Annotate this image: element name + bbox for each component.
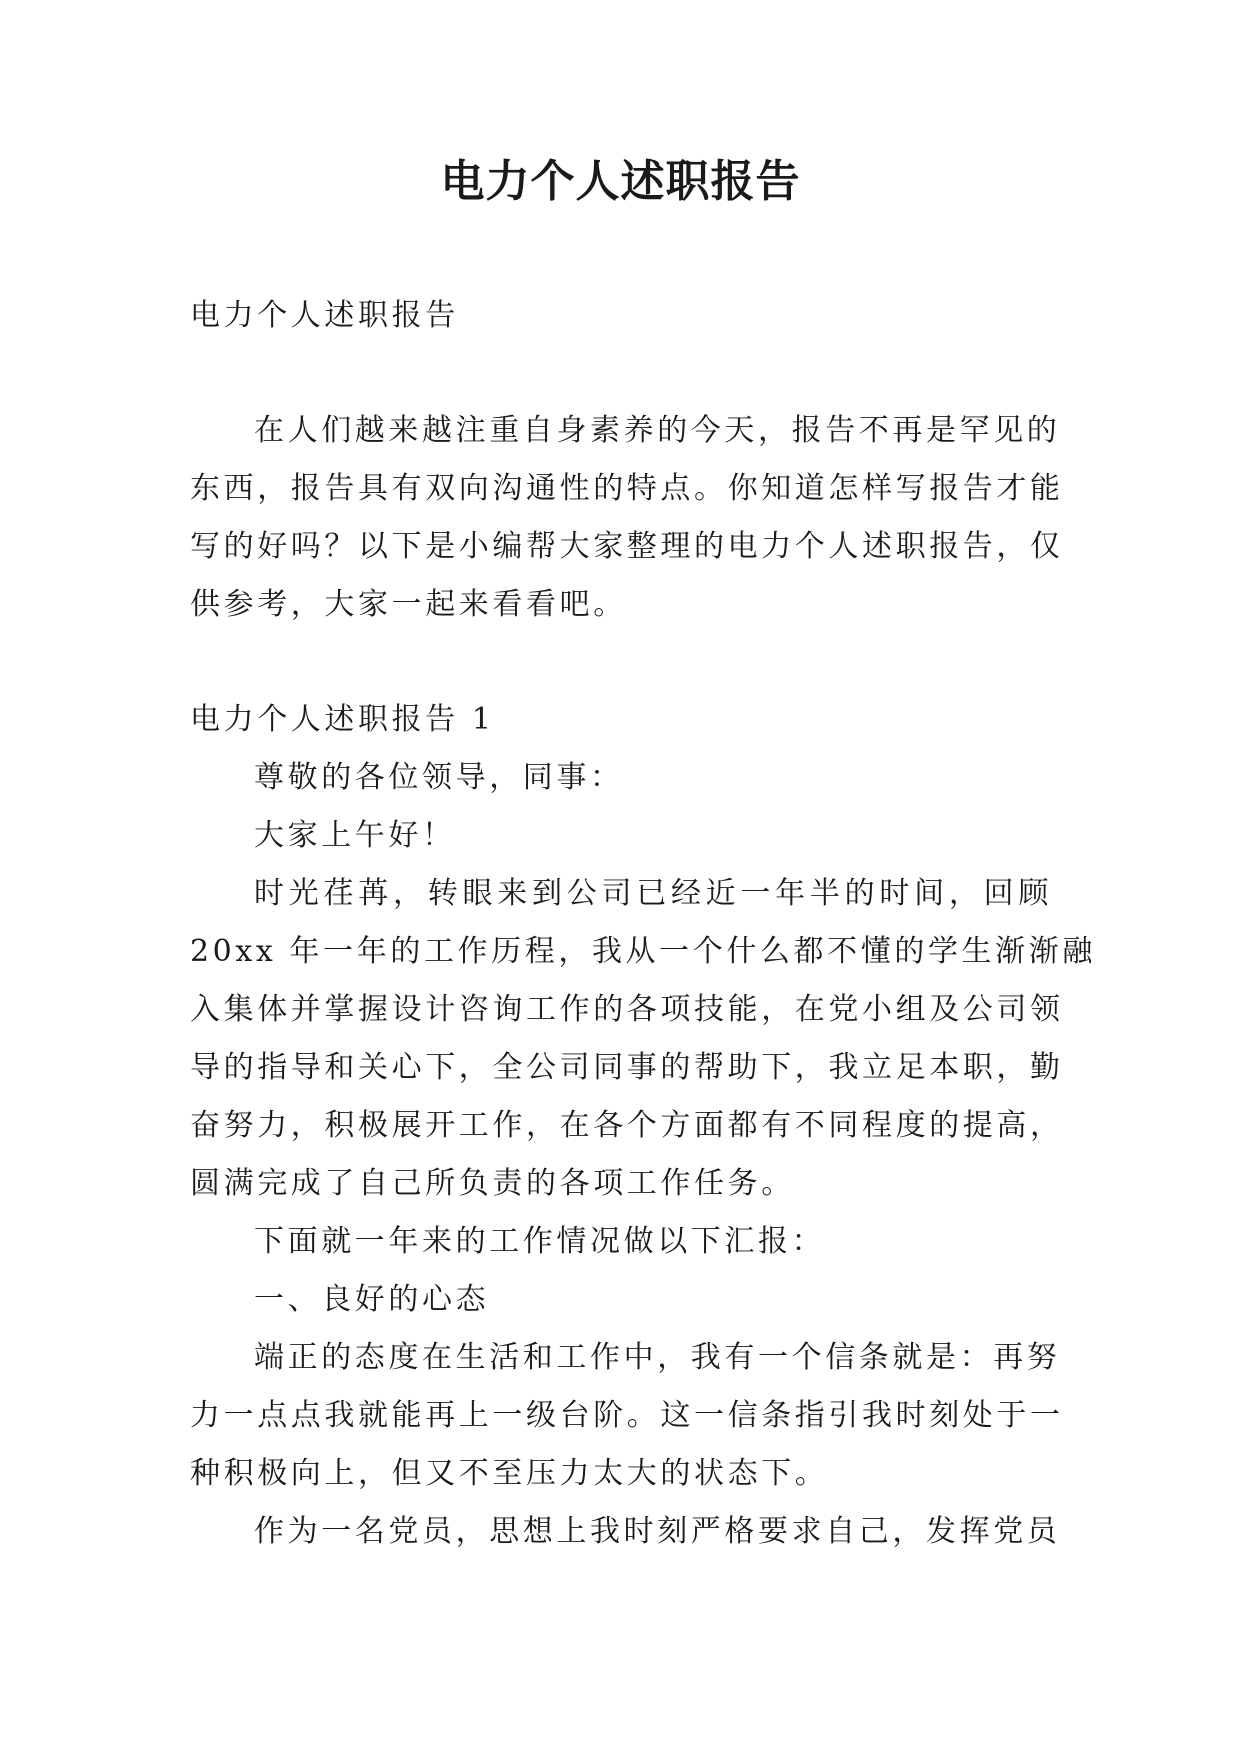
document-title: 电力个人述职报告 [440,156,801,207]
text-line: 下面就一年来的工作情况做以下汇报： [254,1224,826,1259]
text-line: 力一点点我就能再上一级台阶。这一信条指引我时刻处于一 [190,1398,1064,1433]
text-line: 尊敬的各位领导，同事： [254,760,624,795]
text-line: 写的好吗？以下是小编帮大家整理的电力个人述职报告，仅 [190,529,1064,564]
text-line: 供参考，大家一起来看看吧。 [190,587,627,622]
text-line: 电力个人述职报告 [190,298,459,333]
text-line: 入集体并掌握设计咨询工作的各项技能，在党小组及公司领 [190,992,1064,1027]
text-line: 种积极向上，但又不至压力太大的状态下。 [190,1456,829,1491]
text-line: 时光荏苒，转眼来到公司已经近一年半的时间，回顾 [254,876,1052,911]
text-line: 东西，报告具有双向沟通性的特点。你知道怎样写报告才能 [190,471,1064,506]
text-line: 端正的态度在生活和工作中，我有一个信条就是：再努 [254,1340,1061,1375]
text-line: 大家上午好！ [254,818,456,853]
text-line: 20xx 年一年的工作历程，我从一个什么都不懂的学生渐渐融 [190,934,1096,969]
text-line: 电力个人述职报告 1 [190,702,495,737]
text-line: 作为一名党员，思想上我时刻严格要求自己，发挥党员 [254,1514,1061,1549]
text-line: 一、良好的心态 [254,1282,490,1317]
text-line: 奋努力，积极展开工作，在各个方面都有不同程度的提高， [190,1108,1064,1143]
text-line: 圆满完成了自己所负责的各项工作任务。 [190,1166,795,1201]
text-line: 在人们越来越注重自身素养的今天，报告不再是罕见的 [254,413,1061,448]
text-line: 导的指导和关心下，全公司同事的帮助下，我立足本职，勤 [190,1050,1064,1085]
